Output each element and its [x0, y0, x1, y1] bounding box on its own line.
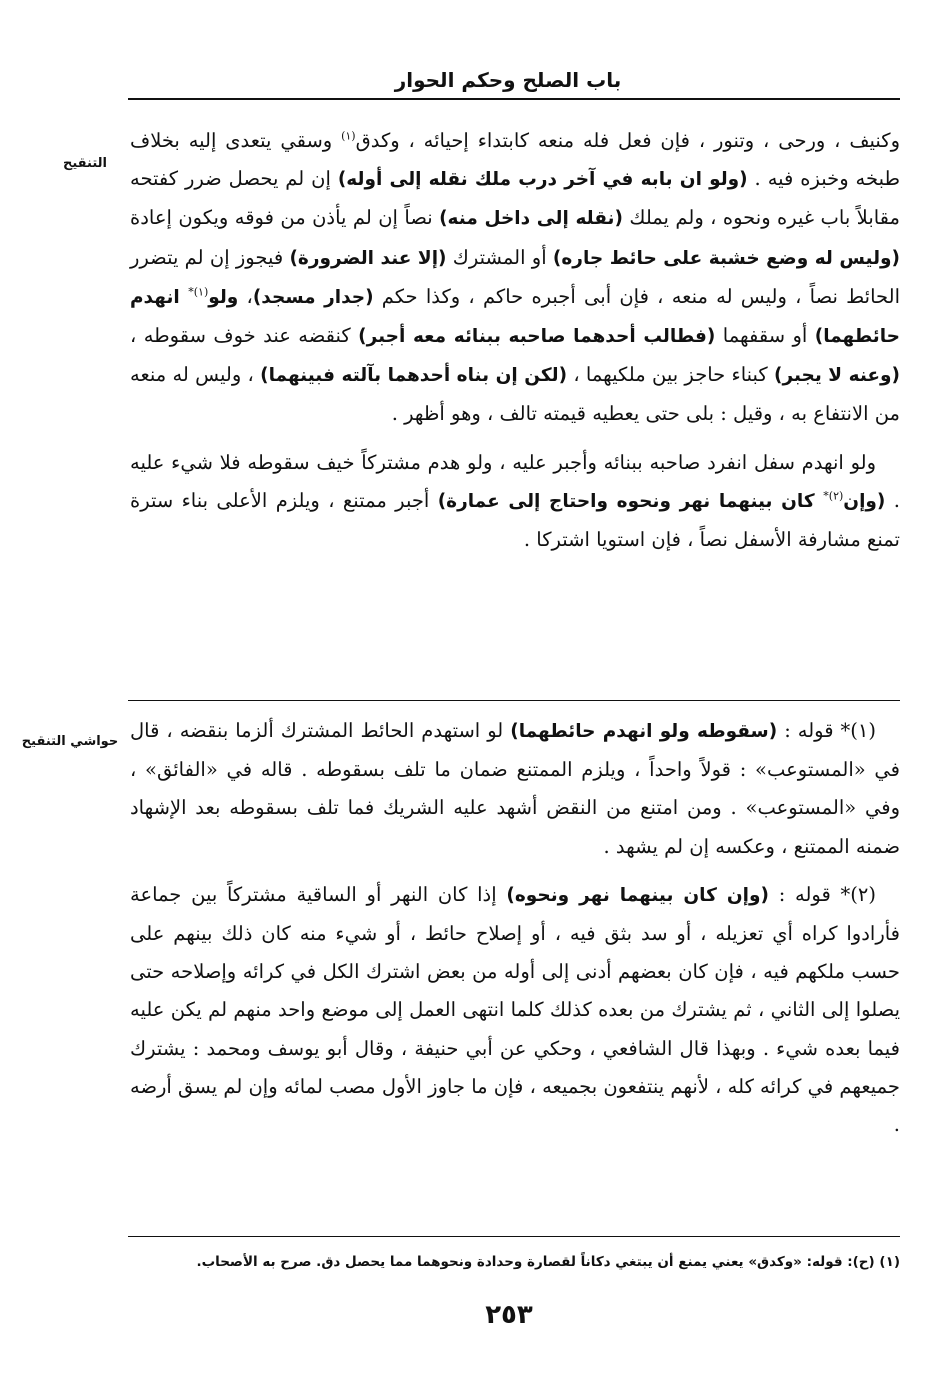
- page-number: ٢٥٣: [485, 1300, 533, 1330]
- section-rule: [128, 700, 900, 701]
- footnote-rule: [128, 1236, 900, 1237]
- note-number: (٢)*: [840, 882, 876, 906]
- main-text: [130, 122, 900, 559]
- note-number: (١)*: [840, 719, 876, 742]
- annotation-ref: (٢)*: [823, 489, 844, 503]
- main-paragraph-2: ولو انهدم سفل انفرد صاحبه ببنائه وأجبر عليه ، ولو هدم مشتركاً خيف سقوطه فلا شيء عليه . (وإن$^{(٢)*}$ كان بينهما نهر ونحوه واحتاج إلى عمارة) أجبر ممتنع ، ويلزم الأعلى بناء سترة تمنع مشارفة الأسفل نصاً ، فإن استويا اشتركا .: [130, 450, 900, 552]
- running-header-title: باب الصلح وحكم الحوار: [394, 68, 622, 92]
- footnote: (١) (ح): قوله: «وكدق» يعني يمنع أن يبتغي دكاناً لقصارة وحدادة ونحوهما مما يحصل دق. صرح به الأصحاب.: [196, 1254, 900, 1270]
- side-label-hawashi: حواشي التنقيح: [21, 734, 119, 749]
- notes-text: [130, 712, 900, 1144]
- annotation-ref: (١)*: [188, 285, 209, 299]
- footnote-ref: (١): [341, 129, 356, 143]
- header-rule: [128, 98, 900, 100]
- main-paragraph-1: وكنيف ، ورحى ، وتنور ، فإن فعل فله منعه كابتداء إحيائه ، وكدق$^{(١)}$ وسقي يتعدى إليه بخلاف طبخه وخبزه فيه . (ولو ان بابه في آخر درب ملك نقله إلى أوله) إن لم يحصل ضرر كفتحه مقابلاً باب غيره ونحوه ، ولم يملك (نقله إلى داخل منه) نصاً إن لم يأذن من فوقه ويكون إعادة (وليس له وضع خشبة على حائط جاره) أو المشترك (إلا عند الضرورة) فيجوز إن لم يتضرر الحائط نصاً ، وليس له منعه ، فإن أبى أجبره حاكم ، وكذا حكم (جدار مسجد)، ولو$^{(١)*}$ انهدم حائطهما) أو سقفهما (فطالب أحدهما صاحبه ببنائه معه أجبر) كنقضه عند خوف سقوطه ، (وعنه لا يجبر) كبناء حاجز بين ملكيهما ، (لكن إن بناه أحدهما بآلته فبينهما) ، وليس له منعه من الانتفاع به ، وقيل : بلى حتى يعطيه قيمته تالف ، وهو أظهر .: [130, 129, 901, 426]
- note-1: (١)* قوله : (سقوطه ولو انهدم حائطهما) لو استهدم الحائط المشترك ألزما بنقضه ، قال في «المستوعب» : قولاً واحداً ، ويلزم الممتنع ضمان ما تلف بسقوطه . قاله في «الفائق» ، وفي «المستوعب» . ومن امتنع من النقض أشهد عليه الشريك فما تلف بسقوطه بعد الإشهاد ضمنه الممتنع ، وعكسه إن لم يشهد .: [130, 719, 900, 858]
- side-label-tanqih: التنقيح: [63, 156, 107, 171]
- note-2: (٢)* قوله : (وإن كان بينهما نهر ونحوه) إذا كان النهر أو الساقية مشتركاً بين جماعة فأرادوا كراه أي تعزيله ، أو سد بثق فيه ، أو إصلاح حائط ، أو شيء منه كان ذلك بينهم على حسب ملكهم فيه ، فإن كان بعضهم أدنى إلى أوله من بعض اشترك الكل في كرائه وإصلاحه حتى يصلوا إلى الثاني ، ثم يشترك من بعده كذلك كلما انتهى العمل إلى موضع واحد منهم لم يكن عليه فيما بعده شيء . وبهذا قال الشافعي ، وحكي عن أبي حنيفة ، وقال أبو يوسف ومحمد : يشترك جميعهم في كرائه كله ، لأنهم ينتفعون بجميعه ، فإن ما جاوز الأول مصب لمائه وإن لم يسق أرضه .: [130, 882, 900, 1137]
